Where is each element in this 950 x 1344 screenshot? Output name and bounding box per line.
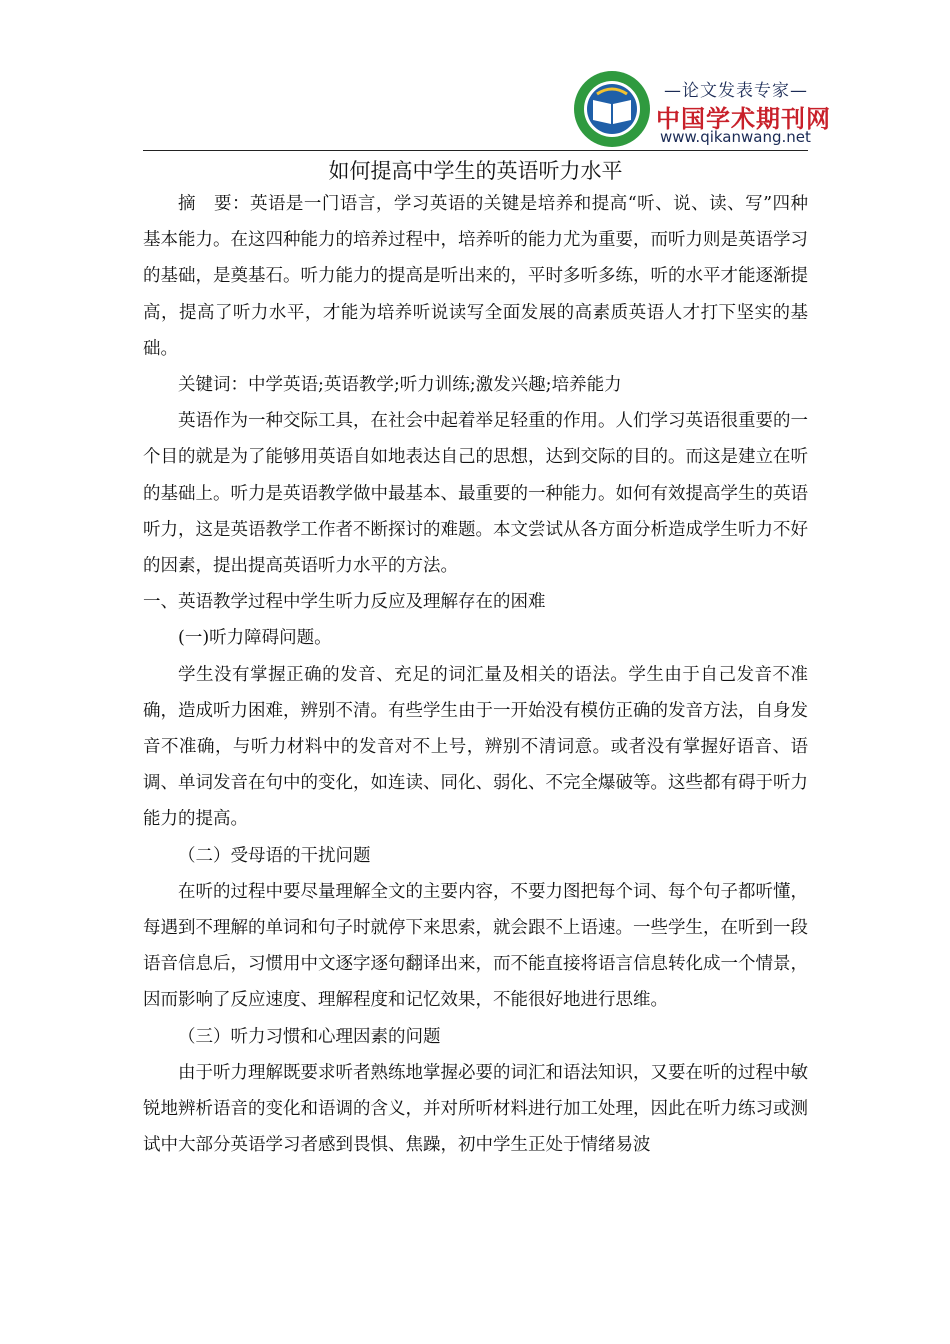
body-paragraph: 在听的过程中要尽量理解全文的主要内容，不要力图把每个词、每个句子都听懂，每遇到不理解的单词和句子时就停下来思索，就会跟不上语速。一些学生，在听到一段语音信息后，习惯用中文逐字逐句翻译出来，而不能直接将语言信息转化成一个情景，因而影响了反应速度、理解程度和记忆效果，不能很好地进行思维。: [143, 881, 808, 1011]
header-divider: [143, 150, 808, 151]
subsection-heading-1: (一)听力障碍问题。: [178, 628, 332, 649]
section-heading-1: 一、英语教学过程中学生听力反应及理解存在的困难: [143, 592, 546, 613]
logo-site-name: 中国学术期刊网: [656, 105, 831, 133]
abstract-paragraph: 摘 要：英语是一门语言，学习英语的关键是培养和提高“听、说、读、写”四种基本能力。在这四种能力的培养过程中，培养听的能力尤为重要，而听力则是英语学习的基础，是奠基石。听力能力的提高是听出来的，平时多听多练，听的水平才能逐渐提高，提高了听力水平，才能为培养听说读写全面发展的高素质英语人才打下坚实的基础。: [143, 194, 808, 359]
intro-paragraph: 英语作为一种交际工具，在社会中起着举足轻重的作用。人们学习英语很重要的一个目的就是为了能够用英语自如地表达自己的思想，达到交际的目的。而这是建立在听的基础上。听力是英语教学做中最基本、最重要的一种能力。如何有效提高学生的英语听力，这是英语教学工作者不断探讨的难题。本文尝试从各方面分析造成学生听力不好的因素，提出提高英语听力水平的方法。: [143, 411, 808, 577]
subsection-heading-2: （二）受母语的干扰问题: [178, 845, 371, 866]
qikanwang-logo-icon: [573, 70, 651, 148]
keywords-paragraph: 关键词：中学英语;英语教学;听力训练;激发兴趣;培养能力: [178, 375, 622, 396]
body-paragraph: 学生没有掌握正确的发音、充足的词汇量及相关的语法。学生由于自己发音不准确，造成听力困难，辨别不清。有些学生由于一开始没有模仿正确的发音方法，自身发音不准确，与听力材料中的发音对不上号，辨别不清词意。或者没有掌握好语音、语调、单词发音在句中的变化，如连读、同化、弱化、不完全爆破等。这些都有碍于听力能力的提高。: [143, 664, 808, 830]
logo-url: www.qikanwang.net: [660, 128, 811, 146]
article-title: 如何提高中学生的英语听力水平: [328, 159, 623, 183]
page-header: [0, 0, 950, 160]
subsection-heading-3: （三）听力习惯和心理因素的问题: [178, 1026, 441, 1047]
body-paragraph: 由于听力理解既要求听者熟练地掌握必要的词汇和语法知识，又要在听的过程中敏锐地辨析语音的变化和语调的含义，并对所听材料进行加工处理，因此在听力练习或测试中大部分英语学习者感到畏惧、焦躁，初中学生正处于情绪易波: [143, 1062, 808, 1156]
logo-tagline: —论文发表专家—: [664, 81, 808, 101]
article-body: [143, 186, 808, 1163]
